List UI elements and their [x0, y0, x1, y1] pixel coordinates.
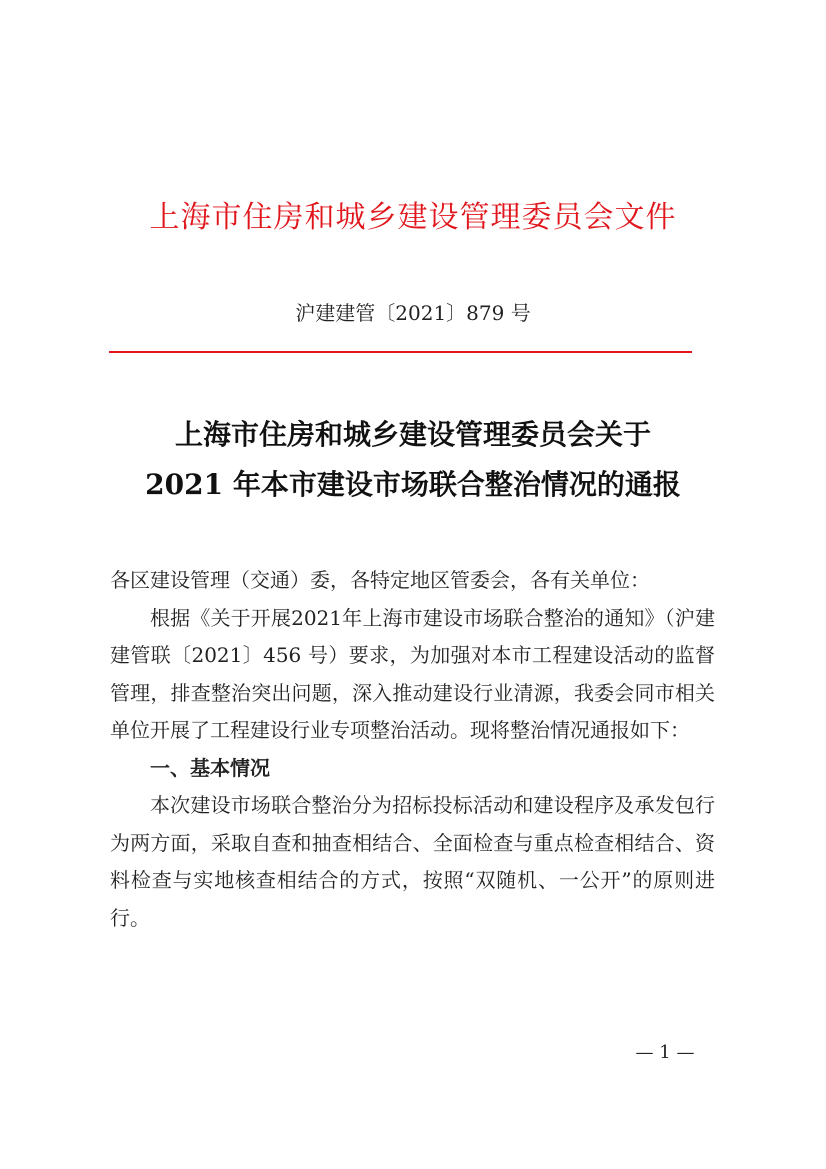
salutation: 各区建设管理（交通）委，各特定地区管委会，各有关单位： — [110, 568, 650, 592]
document-number: 沪建建管〔2021〕879 号 — [295, 301, 531, 325]
document-body — [110, 562, 715, 937]
page-number: — 1 — — [635, 1042, 695, 1063]
red-divider — [109, 351, 692, 353]
title-line-2: 2021 年本市建设市场联合整治情况的通报 — [145, 468, 681, 501]
issuer-header: 上海市住房和城乡建设管理委员会文件 — [149, 200, 677, 235]
title-line-1: 上海市住房和城乡建设管理委员会关于 — [174, 418, 651, 451]
paragraph: 根据《关于开展2021年上海市建设市场联合整治的通知》（沪建建管联〔2021〕456 号）要求，为加强对本市工程建设活动的监督管理，排查整治突出问题，深入推动建设行业清源，我委会同市相关单位开展了工程建设行业专项整治活动。现将整治情况通报如下： — [110, 605, 715, 742]
section-heading: 一、基本情况 — [150, 755, 270, 780]
paragraph: 本次建设市场联合整治分为招标投标活动和建设程序及承发包行为两方面，采取自查和抽查相结合、全面检查与重点检查相结合、资料检查与实地核查相结合的方式，按照“双随机、一公开”的原则进行。 — [110, 793, 715, 930]
document-title — [0, 410, 826, 510]
